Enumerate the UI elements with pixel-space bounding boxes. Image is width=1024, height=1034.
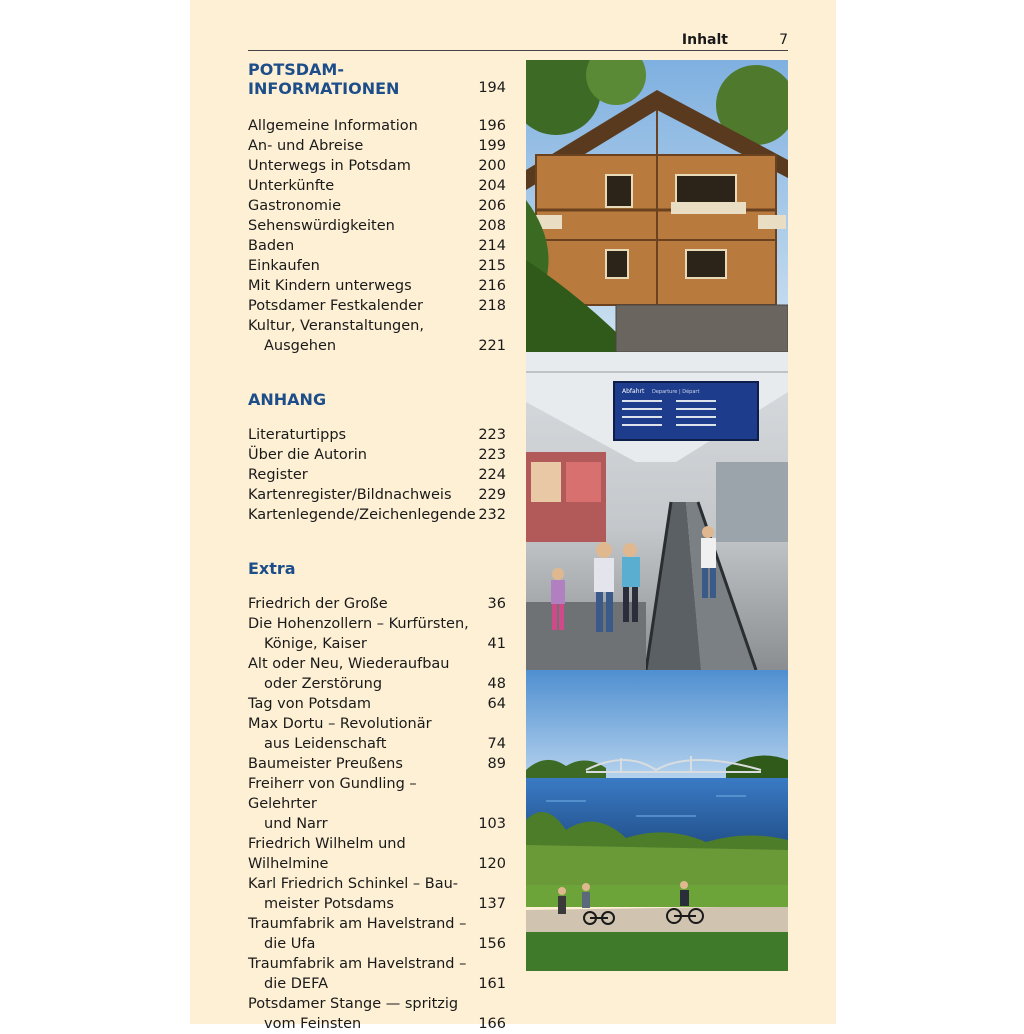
- toc-entry[interactable]: [248, 954, 506, 994]
- toc-entry-label: Ausgehen: [264, 338, 337, 354]
- toc-entry-page: 48: [487, 676, 506, 692]
- toc-entry-label: Baumeister Preußens: [248, 756, 403, 772]
- toc-entry-label: Kartenlegende/Zeichenlegende: [248, 507, 476, 523]
- toc-entry[interactable]: [248, 914, 506, 954]
- toc-entry-label: Die Hohenzollern – Kurfürsten,: [248, 616, 469, 632]
- toc-entry-label: Könige, Kaiser: [264, 636, 367, 652]
- toc-entry[interactable]: [248, 116, 506, 136]
- toc-entry-label: Tag von Potsdam: [248, 696, 371, 712]
- toc-entry-page: 196: [478, 118, 506, 134]
- toc-entry[interactable]: [248, 754, 506, 774]
- toc-entry[interactable]: [248, 296, 506, 316]
- toc-entry-list: [248, 425, 506, 525]
- header-title: Inhalt: [681, 32, 728, 48]
- toc-entry-label: aus Leidenschaft: [264, 736, 387, 752]
- toc-entry-page: 223: [478, 427, 506, 443]
- toc-entry-label: Kultur, Veranstaltungen,: [248, 318, 424, 334]
- toc-entry-label: An- und Abreise: [248, 138, 364, 154]
- page-number: 7: [779, 32, 788, 48]
- section-title: [248, 559, 506, 578]
- toc-entry-label: Kartenregister/Bildnachweis: [248, 487, 452, 503]
- departure-board-subtitle: Departure | Départ: [652, 389, 700, 395]
- toc-entry-page: 156: [478, 936, 506, 952]
- toc-entry-label: meister Potsdams: [264, 896, 394, 912]
- toc-entry-label: Max Dortu – Revolutionär: [248, 716, 432, 732]
- toc-entry-page: 166: [478, 1016, 506, 1032]
- toc-entry-label: Karl Friedrich Schinkel – Bau-: [248, 876, 459, 892]
- toc-entry-page: 215: [478, 258, 506, 274]
- toc-entry[interactable]: [248, 196, 506, 216]
- book-page: [190, 0, 836, 1032]
- toc-entry-page: 232: [478, 507, 506, 523]
- section-title-line: Extra: [248, 559, 296, 578]
- toc-entry[interactable]: [248, 774, 506, 834]
- toc-entry[interactable]: [248, 994, 506, 1034]
- toc-entry-label: Baden: [248, 238, 295, 254]
- photo-glienicke-bridge: [526, 670, 788, 971]
- toc-entry[interactable]: [248, 176, 506, 196]
- toc-entry-label: Allgemeine Information: [248, 118, 418, 134]
- section-title-line: POTSDAM-: [248, 60, 344, 79]
- toc-entry-label: Potsdamer Festkalender: [248, 298, 424, 314]
- toc-entry-label: und Narr: [264, 816, 328, 832]
- toc-entry-page: 218: [478, 298, 506, 314]
- section-title-line: ANHANG: [248, 390, 327, 409]
- photo-wooden-house: [526, 60, 788, 352]
- toc-entry-list: [248, 116, 506, 356]
- toc-entry[interactable]: [248, 654, 506, 694]
- toc-entry[interactable]: [248, 594, 506, 614]
- toc-entry[interactable]: [248, 614, 506, 654]
- section-page-number: 194: [478, 80, 506, 96]
- toc-entry-list: [248, 594, 506, 1034]
- toc-entry[interactable]: [248, 485, 506, 505]
- toc-entry-page: 204: [478, 178, 506, 194]
- toc-entry-page: 36: [487, 596, 506, 612]
- toc-entry-label: Mit Kindern unterwegs: [248, 278, 412, 294]
- toc-entry-label: Literaturtipps: [248, 427, 347, 443]
- toc-entry-page: 120: [478, 856, 506, 872]
- toc-entry-label: Einkaufen: [248, 258, 320, 274]
- toc-entry-label: Alt oder Neu, Wiederaufbau: [248, 656, 450, 672]
- table-of-contents: [248, 60, 506, 1034]
- toc-entry-label: Potsdamer Stange — spritzig: [248, 996, 459, 1012]
- toc-entry-label: Traumfabrik am Havelstrand –: [248, 916, 467, 932]
- photo-train-station: [526, 352, 788, 670]
- toc-entry-label: Freiherr von Gundling – Gelehrter: [248, 776, 417, 812]
- section-title: [248, 60, 506, 98]
- section-title: [248, 390, 506, 409]
- toc-entry-page: 41: [487, 636, 506, 652]
- toc-entry-page: 208: [478, 218, 506, 234]
- toc-entry-label: Traumfabrik am Havelstrand –: [248, 956, 467, 972]
- toc-entry-label: Friedrich Wilhelm und Wilhelmine: [248, 836, 406, 872]
- toc-entry[interactable]: [248, 276, 506, 296]
- section-title-line: INFORMATIONEN: [248, 79, 400, 98]
- toc-entry[interactable]: [248, 425, 506, 445]
- toc-entry-label: Register: [248, 467, 308, 483]
- toc-entry-page: 206: [478, 198, 506, 214]
- toc-entry[interactable]: [248, 465, 506, 485]
- toc-entry-page: 199: [478, 138, 506, 154]
- toc-entry-label: die DEFA: [264, 976, 329, 992]
- toc-entry[interactable]: [248, 316, 506, 356]
- photo-column: [526, 60, 788, 971]
- toc-entry[interactable]: [248, 834, 506, 874]
- toc-entry-label: oder Zerstörung: [264, 676, 383, 692]
- toc-entry-page: 137: [478, 896, 506, 912]
- toc-entry[interactable]: [248, 445, 506, 465]
- toc-entry-page: 229: [478, 487, 506, 503]
- toc-entry-label: Über die Autorin: [248, 447, 367, 463]
- toc-entry-label: Gastronomie: [248, 198, 342, 214]
- toc-entry[interactable]: [248, 136, 506, 156]
- toc-entry-page: 221: [478, 338, 506, 354]
- toc-entry-page: 214: [478, 238, 506, 254]
- toc-entry-page: 224: [478, 467, 506, 483]
- toc-entry-page: 200: [478, 158, 506, 174]
- toc-entry-page: 89: [487, 756, 506, 772]
- toc-entry[interactable]: [248, 156, 506, 176]
- toc-entry-label: Sehenswürdigkeiten: [248, 218, 395, 234]
- toc-entry-label: Unterkünfte: [248, 178, 335, 194]
- departure-board-title: Abfahrt: [622, 388, 645, 395]
- toc-entry-page: 216: [478, 278, 506, 294]
- toc-entry[interactable]: [248, 714, 506, 754]
- toc-entry[interactable]: [248, 216, 506, 236]
- toc-entry[interactable]: [248, 694, 506, 714]
- toc-entry-label: die Ufa: [264, 936, 316, 952]
- toc-entry-page: 103: [478, 816, 506, 832]
- toc-entry[interactable]: [248, 236, 506, 256]
- running-header: [248, 30, 788, 51]
- toc-entry-label: Unterwegs in Potsdam: [248, 158, 411, 174]
- toc-entry-label: Friedrich der Große: [248, 596, 388, 612]
- toc-entry[interactable]: [248, 256, 506, 276]
- toc-entry-page: 161: [478, 976, 506, 992]
- toc-entry-page: 74: [487, 736, 506, 752]
- toc-entry[interactable]: [248, 874, 506, 914]
- toc-entry-label: vom Feinsten: [264, 1016, 362, 1032]
- toc-entry[interactable]: [248, 505, 506, 525]
- toc-entry-page: 64: [487, 696, 506, 712]
- toc-entry-page: 223: [478, 447, 506, 463]
